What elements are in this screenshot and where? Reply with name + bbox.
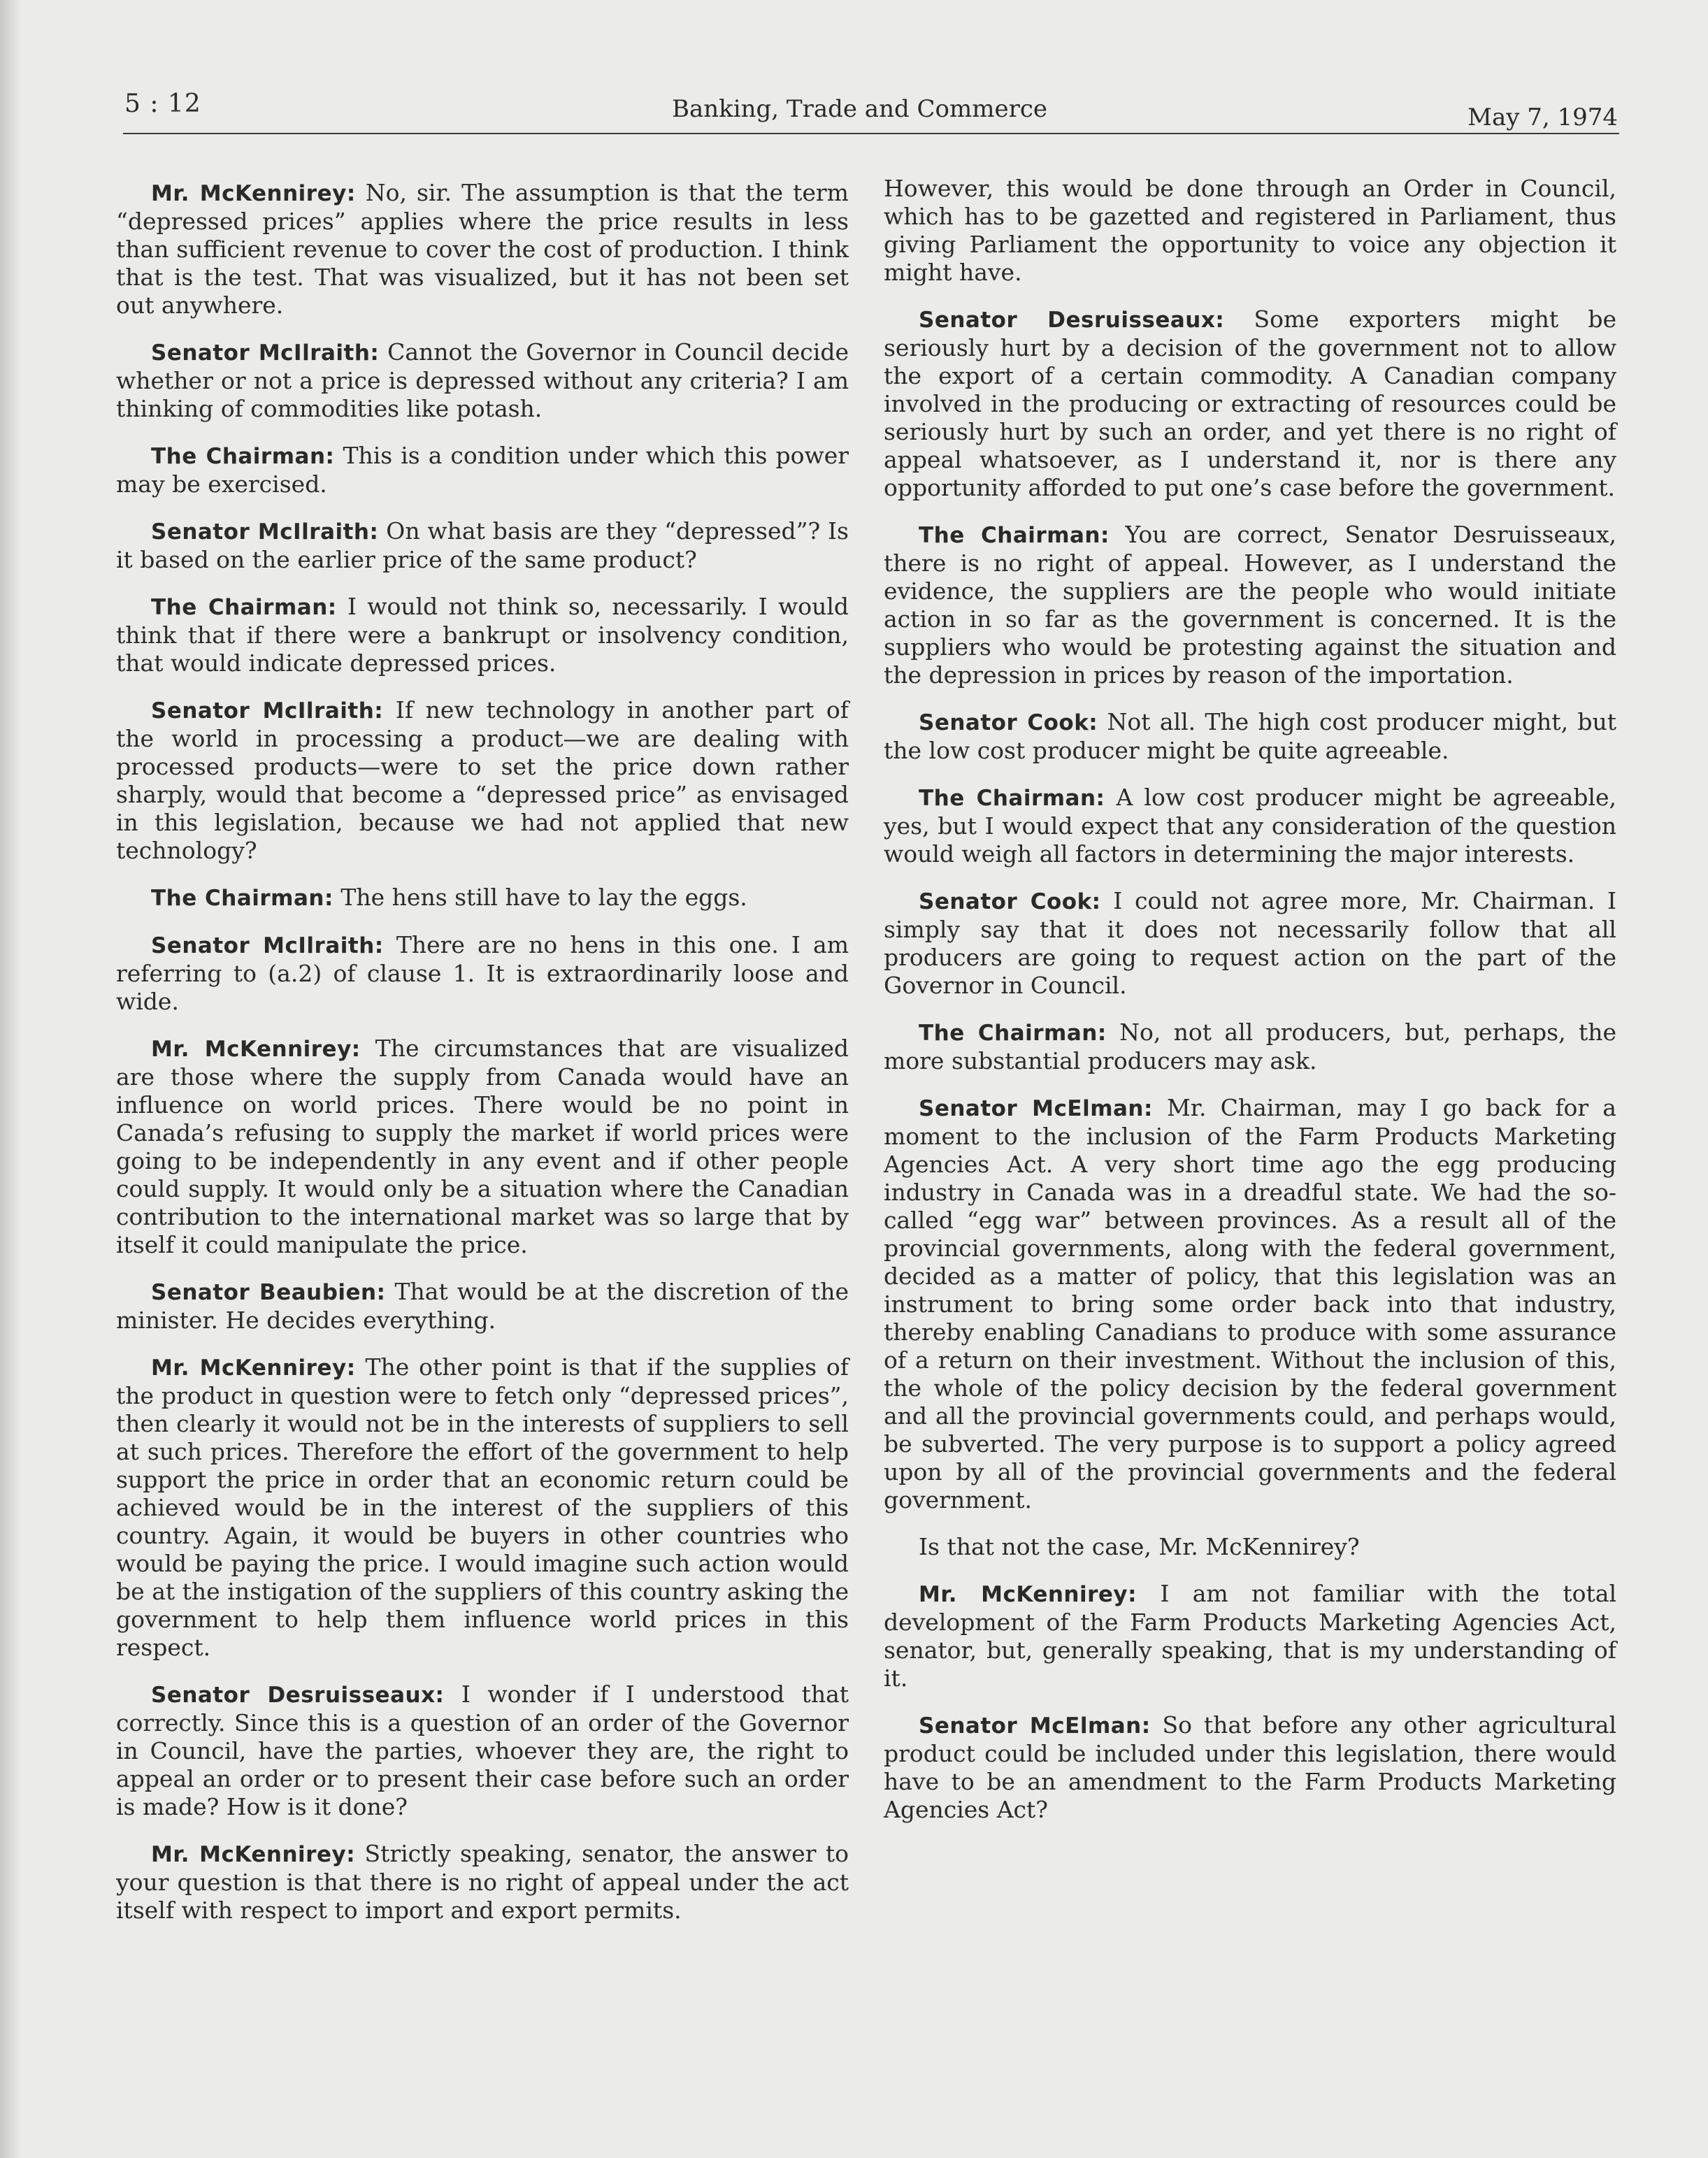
- transcript-paragraph: [116, 1840, 849, 1925]
- paragraph-text: A low cost producer might be agreeable, yes, but I would expect that any consideration of the question would weigh all factors in determining the major interests.: [884, 784, 1616, 868]
- transcript-paragraph: [116, 884, 849, 912]
- left-column: [116, 179, 849, 1943]
- speaker-name: The Chairman:: [919, 523, 1110, 548]
- transcript-paragraph: [884, 305, 1616, 502]
- paragraph-text: If new technology in another part of the world in processing a product—we are dealing with processed products—were to set the price down rather sharply, would that become a “depressed price” as envisaged in this legislation, because we had not applied that new technology?: [116, 696, 849, 864]
- paragraph-text: You are correct, Senator Desruisseaux, there is no right of appeal. However, as I understand the evidence, the suppliers are the people who would initiate action in so far as the government is concerned. It is the suppliers who would be protesting against the situation and the depression in prices by reason of the importation.: [884, 521, 1616, 689]
- transcript-paragraph: [116, 517, 849, 574]
- paragraph-text: Not all. The high cost producer might, but the low cost producer might be quite agreeable.: [884, 708, 1616, 764]
- transcript-paragraph: [884, 708, 1616, 765]
- transcript-paragraph: [116, 338, 849, 423]
- speaker-name: The Chairman:: [151, 886, 333, 911]
- transcript-paragraph: [884, 1094, 1616, 1514]
- transcript-paragraph: [884, 1580, 1616, 1692]
- speaker-name: The Chairman:: [151, 444, 335, 469]
- paragraph-text: Mr. Chairman, may I go back for a moment to the inclusion of the Farm Products Marketing Agencies Act. A very short time ago the egg producing industry in Canada was in a dreadful state. We had the so-called “egg war” between provinces. As a result all of the provincial governments, along with the federal government, decided as a matter of policy, that this legislation was an instrument to bring some order back into that industry, thereby enabling Canadians to produce with some assurance of a return on their investment. Without the inclusion of this, the whole of the policy decision by the federal government and all the provincial governments could, and perhaps would, be subverted. The very purpose is to support a policy agreed upon by all of the provincial governments and the federal government.: [884, 1094, 1616, 1513]
- speaker-name: Senator McIlraith:: [151, 519, 379, 545]
- transcript-paragraph: [116, 696, 849, 865]
- transcript-paragraph: [884, 175, 1616, 287]
- speaker-name: Senator Beaubien:: [151, 1280, 386, 1305]
- paragraph-text: The circumstances that are visualized are those where the supply from Canada would have an influence on world prices. There would be no point in Canada’s refusing to supply the market if world prices were going to be independently in any event and if other people could supply. It would only be a situation where the Canadian contribution to the international market was so large that by itself it could manipulate the price.: [116, 1035, 849, 1258]
- paragraph-text: However, this would be done through an Order in Council, which has to be gazetted and registered in Parliament, thus giving Parliament the opportunity to voice any objection it might have.: [884, 175, 1616, 286]
- speaker-name: Mr. McKennirey:: [151, 1037, 361, 1062]
- transcript-paragraph: [116, 1353, 849, 1662]
- speaker-name: Senator Desruisseaux:: [151, 1683, 445, 1708]
- transcript-paragraph: [884, 1533, 1616, 1561]
- speaker-name: Senator Cook:: [919, 889, 1101, 914]
- transcript-paragraph: [884, 887, 1616, 1000]
- transcript-paragraph: [884, 784, 1616, 868]
- speaker-name: Mr. McKennirey:: [151, 1842, 356, 1867]
- speaker-name: Senator McIlraith:: [151, 698, 384, 724]
- transcript-paragraph: [116, 931, 849, 1016]
- speaker-name: The Chairman:: [919, 1021, 1107, 1046]
- transcript-paragraph: [116, 1278, 849, 1335]
- paragraph-text: Cannot the Governor in Council decide whether or not a price is depressed without any criteria? I am thinking of commodities like potash.: [116, 338, 849, 422]
- speaker-name: Senator McIlraith:: [151, 340, 380, 366]
- paragraph-text: The other point is that if the supplies of the product in question were to fetch only “depressed prices”, then clearly it would not be in the interests of suppliers to sell at such prices. Therefore the effort of the government to help support the price in order that an economic return could be achieved would be in the interest of the suppliers of this country. Again, it would be buyers in other countries who would be paying the price. I would imagine such action would be at the instigation of the suppliers of this country asking the government to help them influence world prices in this respect.: [116, 1353, 849, 1661]
- paragraph-text: I would not think so, necessarily. I would think that if there were a bankrupt or insolvency condition, that would indicate depressed prices.: [116, 593, 849, 677]
- paragraph-text: The hens still have to lay the eggs.: [340, 884, 747, 911]
- transcript-paragraph: [116, 1035, 849, 1259]
- paragraph-text: Some exporters might be seriously hurt by a decision of the government not to allow the export of a certain commodity. A Canadian company involved in the producing or extracting of resources could be seriously hurt by such an order, and yet there is no right of appeal whatsoever, as I understand it, nor is there any opportunity afforded to put one’s case before the government.: [884, 305, 1616, 501]
- page-number: 5 : 12: [124, 89, 201, 118]
- right-column: [884, 175, 1616, 1843]
- paragraph-text: This is a condition under which this power may be exercised.: [116, 442, 849, 498]
- speaker-name: Senator Cook:: [919, 710, 1098, 735]
- speaker-name: Mr. McKennirey:: [919, 1582, 1138, 1607]
- paragraph-text: Is that not the case, Mr. McKennirey?: [919, 1533, 1360, 1560]
- paragraph-text: I am not familiar with the total development of the Farm Products Marketing Agencies Act, senator, but, generally speaking, that is my understanding of it.: [884, 1580, 1616, 1692]
- transcript-paragraph: [116, 179, 849, 319]
- paragraph-text: I could not agree more, Mr. Chairman. I simply say that it does not necessarily follow that all producers are going to request action on the part of the Governor in Council.: [884, 887, 1616, 999]
- paragraph-text: There are no hens in this one. I am referring to (a.2) of clause 1. It is extraordinarily loose and wide.: [116, 931, 849, 1015]
- speaker-name: Mr. McKennirey:: [151, 1355, 356, 1381]
- paragraph-text: No, sir. The assumption is that the term “depressed prices” applies where the price results in less than sufficient revenue to cover the cost of production. I think that is the test. That was visualized, but it has not been set out anywhere.: [116, 179, 849, 319]
- transcript-paragraph: [884, 521, 1616, 689]
- paragraph-text: So that before any other agricultural product could be included under this legislation, there would have to be an amendment to the Farm Products Marketing Agencies Act?: [884, 1711, 1616, 1823]
- page-header: [123, 89, 1619, 134]
- page-edge-shadow: [0, 0, 21, 2158]
- paragraph-text: Strictly speaking, senator, the answer to your question is that there is no right of appeal under the act itself with respect to import and export permits.: [116, 1840, 849, 1924]
- speaker-name: Senator Desruisseaux:: [919, 308, 1225, 333]
- paragraph-text: On what basis are they “depressed”? Is it based on the earlier price of the same product?: [116, 517, 849, 573]
- speaker-name: The Chairman:: [151, 595, 337, 620]
- speaker-name: Senator McElman:: [919, 1096, 1153, 1121]
- transcript-paragraph: [116, 442, 849, 498]
- speaker-name: Senator McIlraith:: [151, 933, 384, 958]
- running-title: Banking, Trade and Commerce: [672, 95, 1048, 123]
- speaker-name: Mr. McKennirey:: [151, 181, 356, 206]
- paragraph-text: That would be at the discretion of the minister. He decides everything.: [116, 1278, 849, 1334]
- transcript-paragraph: [116, 593, 849, 677]
- speaker-name: Senator McElman:: [919, 1713, 1151, 1739]
- transcript-paragraph: [884, 1019, 1616, 1075]
- header-date: May 7, 1974: [1467, 103, 1618, 131]
- paragraph-text: I wonder if I understood that correctly. Since this is a question of an order of the Governor in Council, have the parties, whoever they are, the right to appeal an order or to present their case before such an order is made? How is it done?: [116, 1681, 849, 1820]
- transcript-paragraph: [116, 1681, 849, 1821]
- transcript-paragraph: [884, 1711, 1616, 1824]
- speaker-name: The Chairman:: [919, 786, 1105, 811]
- paragraph-text: No, not all producers, but, perhaps, the more substantial producers may ask.: [884, 1019, 1616, 1074]
